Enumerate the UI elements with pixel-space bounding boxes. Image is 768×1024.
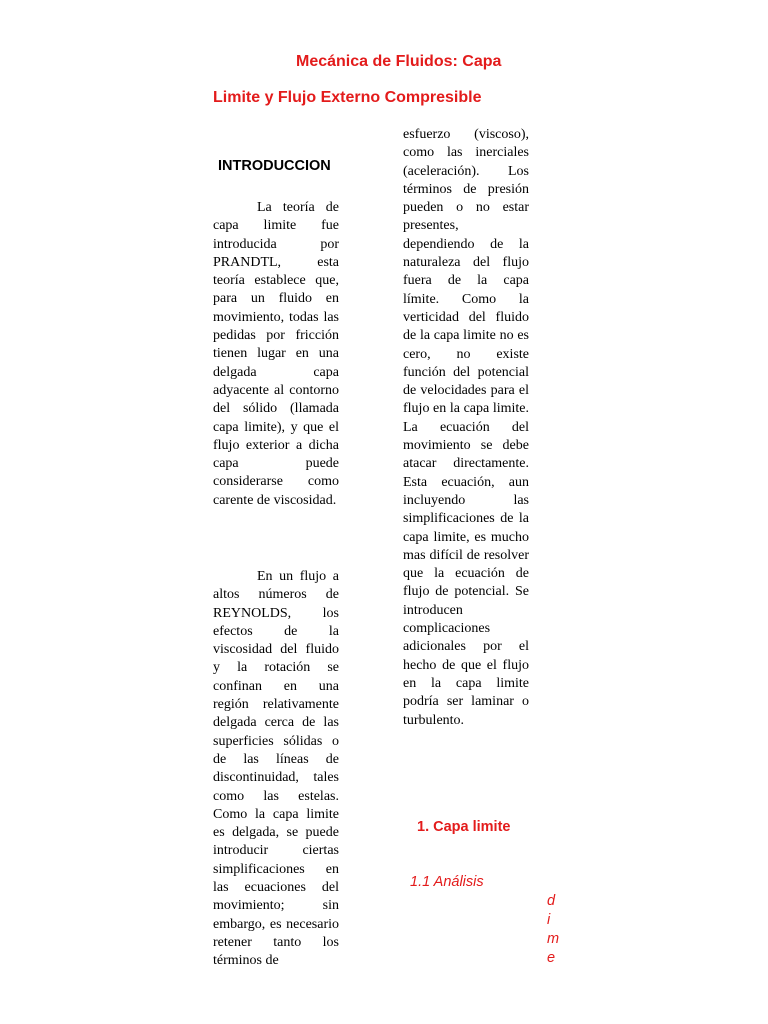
document-title-line-1: Mecánica de Fluidos: Capa bbox=[296, 53, 502, 70]
left-column-paragraph-1 bbox=[213, 199, 339, 510]
right-column-text bbox=[403, 126, 529, 730]
paragraph-2: En un flujo a altos números de REYNOLDS, los efectos de la viscosidad del fluido y la rotación se confinan en una región relativamente delgada cerca de las superficies sólidas o de las líneas de discontinuidad, tales como las estelas. Como la capa limite es delgada, se puede introducir ciertas simplificaciones en las ecuaciones del movimiento; sin embargo, es necesario retener tanto los términos de bbox=[213, 569, 339, 969]
vertical-text-fragment bbox=[547, 892, 561, 968]
vertical-letter: i bbox=[547, 912, 551, 928]
paragraph-2-continued: esfuerzo (viscoso), como las inerciales (aceleración). Los términos de presión pueden o no estar presentes, dependiendo de la naturaleza del flujo fuera de la capa límite. Como la verticidad del fluido de la capa limite no es cero, no existe función del potencial de velocidades para el flujo en la capa limite. La ecuación del movimiento se debe atacar directamente. Esta ecuación, aun incluyendo las simplificaciones de la capa limite, es mucho mas difícil de resolver que la ecuación de flujo de potencial. Se introducen complicaciones adicionales por el hecho de que el flujo en la capa limite podría ser laminar o turbulento. bbox=[403, 127, 529, 728]
intro-heading: INTRODUCCION bbox=[218, 158, 331, 174]
paragraph-1: La teoría de capa limite fue introducida por PRANDTL, esta teoría establece que, para un fluido en movimiento, todas las pedidas por fricción tienen lugar en una delgada capa adyacente al contorno del sólido (llamada capa limite), y que el flujo exterior a dicha capa puede considerarse como carente de viscosidad. bbox=[213, 200, 339, 508]
left-column-paragraph-2 bbox=[213, 568, 339, 971]
subsection-heading-analisis: 1.1 Análisis bbox=[410, 874, 484, 890]
vertical-letter: d bbox=[547, 893, 556, 909]
vertical-letter: m bbox=[547, 931, 560, 947]
section-heading-capa-limite: 1. Capa limite bbox=[417, 819, 511, 835]
vertical-letter: e bbox=[547, 950, 556, 966]
document-title-line-2: Limite y Flujo Externo Compresible bbox=[213, 89, 482, 106]
